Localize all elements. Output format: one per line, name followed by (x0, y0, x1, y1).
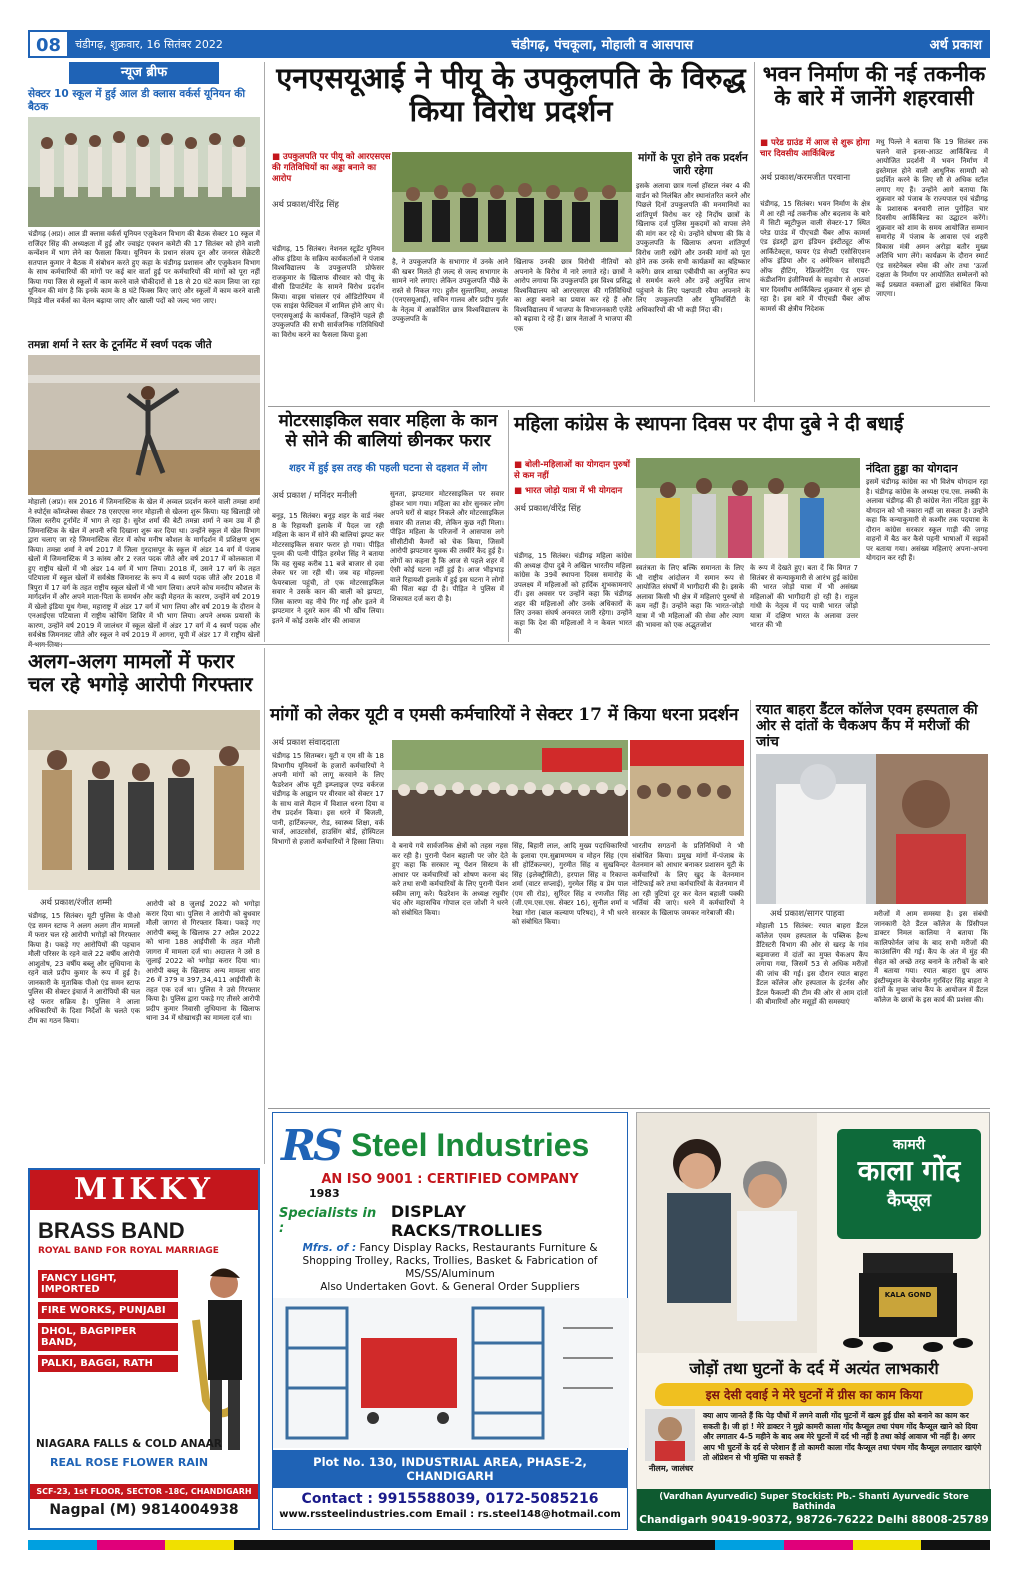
rs-web: www.rssteelindustries.com Email : rs.steel148@hotmail.com (279, 1509, 621, 1520)
rs-mfrs-label: Mfrs. of : (302, 1242, 357, 1254)
bhawan-col-2: मधु पिल्ले ने बताया कि 19 सितंबर तक चलने वाले इनस-आउट आर्किबिल्ड में आयोजित प्रदर्शनी में भवन निर्माण में इस्तेमाल होने वाली आधुनिक सामग्री को प्रदर्शित करने के लिए सौ से अधिक स्टॉल लगाए गए हैं। उन्होंने आगे बताया कि शुक्रवार को पंजाब के राज्यपाल एवं चंडीगढ़ के प्रशासक बनवारी लाल पुरोहित चार दिवसीय आर्किबिल्ड का उद्घाटन करेंगे। शुक्रवार को शाम के समय आयोजित सम्मान समारोह में पंजाब के आवास एवं शहरी विकास मंत्री अमन अरोड़ा बतौर मुख्य अतिथि भाग लेंगे। कार्यक्रम के दौरान स्मार्ट एंड सस्टेनेबल स्पेस की ओर तथा 'ऊर्जा दक्षता के निर्माण पर आयोजित सम्मेलनों को कई प्रख्यात वक्ताओं द्वारा संबोधित किया जाएगा। (876, 138, 988, 298)
police-arrest-photo (28, 710, 260, 890)
mahila-deck (514, 460, 632, 514)
nsui-protest-photo (392, 152, 632, 252)
page-number: 08 (28, 30, 69, 58)
mikky-services (38, 1270, 178, 1372)
bhawan-headline: भवन निर्माण की नई तकनीक के बारे में जानेंगे शहरवासी (762, 61, 986, 111)
dental-byline: अर्थ प्रकाश/सागर पाहवा (770, 909, 845, 919)
bhagode-headline: अलग-अलग मामलों में फरार चल रहे भगोड़े आरोपी गिरफ्तार (28, 649, 253, 696)
section-title: चंडीगढ़, पंचकूला, मोहाली व आसपास (511, 38, 694, 53)
rs-year: 1983 (309, 1187, 340, 1200)
dharna-col-4: भारतीय सगठनों के प्रतिनिधियों ने भी संबोधित किया। प्रमुख मांगों में-पंजाब के वेतनमान को आधार बनाकर प्रशासन यूटी के कर्मचारियों के लिए खुद के वेतनमान नोटिफाई करे तथा कर्मचारियों के वेतनमान में आ रही त्रुटियां दूर कर वेतन बहाली पक्की भर्तियां की जाएं। धरने में कर्मचारियों ने सरकार के खिलाफ जमकर नारेबाजी की। (632, 842, 744, 917)
mahila-col-3: के रूप में देखते हुए। बता दें कि विगत 7 सितंबर से कन्याकुमारी से आरंभ हुई कांग्रेस की भारत जोड़ो यात्रा में भी असंख्य महिलाओं की भागीदारी हो रही है। राहुल गांधी के नेतृत्व में पद यात्री भारत जोड़ो यात्रा में दक्षिण भारत के अलावा उत्तर भारत की भी (750, 564, 858, 629)
dharna-crowd-photo (630, 740, 744, 836)
gond-name: काला गोंद (857, 1154, 961, 1187)
moto-headline: मोटरसाइकिल सवार महिला के कान से सोने की बालियां छीनकर फरार (278, 411, 498, 451)
nsui-deck (272, 152, 392, 210)
brief-headline-2: तमन्ना शर्मा ने स्तर के टूर्नामेंट में स्वर्ण पदक जीते (28, 339, 212, 351)
dharna-col-3: सिंह, बिहारी लाल, आदि मुख्य पदाधिकारियों के इलावा एम.सुब्रामण्यम व मोहन सिंह (एम सी होर्टिकल्चर), गुरमीत सिंह व सुखविन्दर सिंह (इलेक्ट्रीसिटी), हरपाल सिंह व रिकान्त शर्मा (वाटर सप्लाई), गुरमेल सिंह व प्रेम पाल (एम सी रोड), सुरिंदर सिंह व रणजीत सिंह (जी.एम.एस.एस. सेक्टर 16), सुनील शर्मा व रेखा गोरा (बाल कल्याण परिषद), ने भी धरने को संबोधित किया। (512, 842, 628, 926)
dental-col-2: मरीजों में आम समस्या है। इस संबंधी जानकारी देते डैंटल कॉलेज के प्रिंसीपल डाक्टर निमल कालिया ने बताया कि कालिफोर्नल जांच के बाद सभी मरीजों की काउंसलिंग की गई। कैंप के अंत में मुंह की सेहत को अच्छे तरह बनाने के तरीकों के बारे में बताया गया। रयात बाहरा ग्रुप आफ इंस्टीच्यूशन के चेयरमैन गुरविंदर सिंह बाहरा ने दांतों के मुफ्त जांच कैंप के आयोजन में डैंटल कॉलेज के छात्रों के इस कार्य की प्रशंसा की। (874, 910, 988, 1004)
mahila-col-1: चंडीगढ़, 15 सितंबर। चंडीगढ़ महिला कांग्रेस की अध्यक्ष दीपा दुबे ने अखिल भारतीय महिला कांग्रेस के 39वें स्थापना दिवस समारोह के उपलक्ष्य में महिलाओं को हार्दिक शुभकामनाएं दीं। इस अवसर पर उन्होंने कहा कि चंडीगढ़ शहर की महिलाओं और उनके अधिकारों के लिए उनका संघर्ष अनवरत जारी रहेगा। उन्होंने कहा कि देश की महिलाओं ने न केवल भारत की (514, 552, 632, 636)
nsui-col-4: इसके अलावा छात्र गर्ल्स हॉस्टल नंबर 4 की वार्डन को निलंबित और स्थानांतरित करने और पिछले दिनों उपकुलपति की मनमानियों का शांतिपूर्ण विरोध कर रहे निर्दोष छात्रों के खिलाफ दर्ज पुलिस मुकदमों को वापस लेने की मांग कर रहे थे। उन्होंने घोषणा की कि वे उपकुलपति के खिलाफ अपना शांतिपूर्ण विरोध जारी रखेंगे और उनकी मांगों को पूरा होने तक उनके सभी कार्यक्रमों का बहिष्कार करेंगे। छात्र शाखा एबीवीपी का अनुचित रूप से समर्थन करने और उन्हें अनुचित लाभ पहुंचाने के लिए पक्षपाती रवैया अपनाने के लिए उपकुलपति और यूनिवर्सिटी के अधिकारियों की भी कड़ी निंदा की। (636, 182, 750, 314)
bhawan-bullet: ■ परेड ग्राउंड में आज से शुरू होगा चार दिवसीय आर्किबिल्ड (760, 138, 870, 160)
nsui-bullet: ■ उपकुलपति पर पीयू को आरएसएस की गतिविधियों का अड्डा बनाने का आरोप (272, 152, 392, 185)
testimonial-photo (645, 1409, 695, 1461)
nsui-col-2: है, ने उपकुलपति के सभागार में उनके आने की खबर मिलते ही जल्द से जल्द सभागार के सामने नारे लगाए। लेकिन उपकुलपति पीछे के रास्ते से निकल गए। हुसैन सुल्तानिया, अध्यक्ष (एनएसयूआई), सचिन गालव और प्रदीप गुर्जर के नेतृत्व में आक्रोशित छात्र विश्वविद्यालय के उपकुलपति के (392, 258, 508, 323)
news-brief-column (28, 62, 260, 649)
bhagode-col-2: आरोपी को 8 जुलाई 2022 को भगोड़ा करार दिया था। पुलिस ने आरोपी को बुधवार मौली जागरा से गिरफ्तार किया। पकड़े गए आरोपी बब्लू के खिलाफ 27 अप्रैल 2022 को थाना 188 आईपीसी के तहत मौली जागरा में मामला दर्ज था। अदालत ने उसे 8 जुलाई 2022 को भगोड़ा करार दिया था। आरोपी बब्लू के खिलाफ अन्य मामला धारा 26 में 379 व 397,34,411 आईपीसी के तहत एक दर्ज था। पुलिस ने उसे गिरफ्तार किया है। पुलिस द्वारा पकड़े गए तीसरे आरोपी प्रदीप कुमार निवासी लुधियाना के खिलाफ थाना 34 में धोखाधड़ी का मामला दर्ज था। (146, 900, 260, 1022)
rs-mfrs: Fancy Display Racks, Restaurants Furniture & Shopping Trolley, Racks, Trollies, Basket & Fabrication of MS/SS/Aluminum (302, 1242, 598, 1280)
mikky-niagara: NIAGARA FALLS & COLD ANAAR (36, 1438, 222, 1450)
rs-company-name: Steel Industries (351, 1127, 590, 1163)
mahila-byline: अर्थ प्रकाश/वीरेंद्र सिंह (514, 504, 581, 514)
bhagode-col-1: चंडीगढ़, 15 सितंबर। यूटी पुलिस के पीओ एंड समन स्टाफ ने अलग अलग तीन मामलों में फरार चल रहे आरोपी भगोड़ों को गिरफ्तार किया है। पकड़े गए आरोपियों की पहचान मौली परिसर के रहने वाले 22 वर्षीय आरोपी आशुतोष, 23 वर्षीय बब्लू और लुधियाना के रहने वाले प्रदीप कुमार के रूप में हुई है। जानकारी के मुताबिक पीओ एंड समन स्टाफ पुलिस की सेक्टर इंचार्ज ने आरोपियों की चल रहे फरार सक्रिय है। पुलिस ने आला अधिकारियों के दिशा निर्देशों के चलते एक टीम का गठन किया। (28, 912, 140, 1025)
mahila-bullet-2: ■ भारत जोड़ो यात्रा में भी योगदान (514, 486, 632, 497)
gond-brand: कामरी (892, 1137, 926, 1153)
bhagode-byline: अर्थ प्रकाश/रंजीत शम्मी (40, 898, 112, 908)
rs-racks-image (273, 1298, 629, 1448)
rs-spec-label: Specialists in : (279, 1206, 377, 1236)
dharna-headline: मांगों को लेकर यूटी व एमसी कर्मचारियों ने सेक्टर 17 में किया धरना प्रदर्शन (270, 705, 739, 725)
mikky-address: SCF-23, 1st FLOOR, SECTOR -18C, CHANDIGARH (30, 1484, 258, 1499)
rs-contact: Contact : 9915588039, 0172-5085216 (301, 1491, 599, 1507)
mikky-line-4: PALKI, BAGGI, RATH (38, 1355, 178, 1372)
paper-name: अर्थ प्रकाश (929, 38, 982, 53)
nsui-col-1: चंडीगढ़, 15 सितंबर। नेशनल स्टूडेंट यूनियन ऑफ इंडिया के सक्रिय कार्यकर्ताओं ने पंजाब विश्वविद्यालय के उपकुलपति प्रोफेसर राजकुमार के खिलाफ वीरवार को पीयू के वीसी डिपार्टमेंट के सामने विरोध प्रदर्शन किया। वाइस चांसलर एवं ऑडिटोरियम में एक साइंस फेस्टिवल में शामिल होने आए थे। एनएसयूआई के कार्यकर्ता, जिन्होंने पहले ही उपकुलपति की सभी सार्वजनिक गतिविधियों का विरोध करने का फैसला किया हुआ (272, 245, 384, 339)
mahila-headline: महिला कांग्रेस के स्थापना दिवस पर दीपा दुबे ने दी बधाई (514, 413, 904, 435)
dental-camp-photo (756, 754, 988, 904)
mikky-line-2: FIRE WORKS, PUNJABI (38, 1302, 178, 1319)
rs-logo: RS (281, 1121, 341, 1170)
dental-headline: रयात बाहरा डैंटल कॉलेज एवम हस्पताल की ओर से दांतों के चैकअप कैंप में मरीजों की जांच (756, 702, 978, 751)
moto-col-2: सुनता, झपटमार मोटरसाइकिल पर सवार होकर भाग गया। महिला का शोर सुनकर लोग अपने घरों से बाहर निकले और मोटरसाइकिल सवार की तलाश की, लेकिन कुछ नहीं मिला। पीड़ित महिला के परिजनों ने आसपास लगे सीसीटीवी कैमरों को चेक किया, जिसमें आरोपी झपटमार युवक की तस्वीरें कैद हुई है। लोगों का कहना है कि आज से पहले शहर में ऐसी कोई घटना नहीं हुई है। आज भीड़भाड़ वाले रिहायशी इलाके में हुई इस घटना ने लोगों की चिंता बढ़ा दी है। पीड़ित ने पुलिस में शिकायत दर्ज करा दी है। (390, 490, 504, 603)
testimonial-name: नीलम, जालंधर (648, 1464, 694, 1473)
registration-bar (28, 1540, 990, 1550)
mikky-rose: REAL ROSE FLOWER RAIN (50, 1456, 209, 1469)
dharna-protest-photo (392, 740, 628, 836)
nsui-subhead: मांगों के पूरा होने तक प्रदर्शन जारी रहेगा (638, 152, 748, 177)
rs-steel-ad (272, 1112, 628, 1530)
moto-byline: अर्थ प्रकाश / मनिंदर मनीली (272, 491, 357, 501)
dharna-col-1: चंडीगढ़ 15 सितम्बर। यूटी व एम सी के 18 विभागीय यूनियनों के हजारों कर्मचारियों ने अपनी मांगों को लागू करवाने के लिए फैडरेशन ऑफ यूटी इम्प्लाइज एण्ड वर्करज चंडीगढ़ के आह्वान पर वीरवार को सेक्टर 17 के साथ वाले मैदान में विशाल धरना दिया व रोष प्रदर्शन किया। इस धरने में बिजली, पानी, हार्टिकल्चर, रोड, स्वास्थ्य शिक्षा, वर्क चार्ज, आउटसोर्स, हाउसिंग बोर्ड, होस्पिटल विभागों से हजारों कर्मचारियों ने हिस्सा लिया। (272, 752, 384, 846)
rs-address: Plot No. 130, INDUSTRIAL AREA, PHASE-2, CHANDIGARH (273, 1450, 627, 1488)
bhawan-deck (760, 138, 870, 183)
nsui-col-3: खिलाफ उनकी छात्र विरोधी नीतियों को अपनाने के विरोध में नारे लगाते रहे। छात्रों ने आरोप लगाया कि उपकुलपति इस विश्व प्रसिद्ध विश्वविद्यालय को आरएसएस की गतिविधियों का अड्डा बनाने का प्रयास कर रहे हैं और विश्वविद्यालय में भाजपा के विभाजनकारी एजेंडे को बढ़ावा दे रहे हैं। छात्र नेताओं ने भाजपा की एक (514, 258, 632, 333)
mikky-ad (28, 1168, 260, 1530)
news-brief-tag: न्यूज ब्रीफ (69, 62, 219, 84)
brief-body-2: मोहाली (अप्र)। सत्र 2016 में जिमनास्टिक के खेल में अव्वल प्रदर्शन करने वाली तमन्ना शर्मा ने स्पोर्ट्स कॉम्प्लेक्स सेक्टर 78 एसएएस नगर मोहाली से खेलना शुरू किया। यह खिलाड़ी जो जिला स्तरीय टूर्नामेंट में भाग ले रहा है। सुरेश शर्मा की बेटी तमन्ना शर्मा ने कम उम्र में ही जिमनास्टिक के खेल में अपनी रुचि दिखाना शुरू कर दिया था। उन्होंने स्कूल में खेल विभाग द्वारा चलाए जा रहे जिमनास्टिक सेंटर में कोच मनीष कौशल के मार्गदर्शन में प्रशिक्षण शुरू किया। तमन्ना शर्मा ने वर्ष 2017 में जिला गुरदासपुर के स्कूल में अंडर 14 वर्ग में पंजाब खेलों में जिमनास्टिक में 3 कांस्य और 2 रजत पदक जीते और वर्ष 2017 में कोलकाता में हुए राष्ट्रीय खेलों में भी अंडर 14 वर्ग में भाग लिया। 2018 में, उसने 17 वर्ग के तहत पटियाला में स्कूल खेलों में सर्वश्रेष्ठ जिमनास्ट के रूप में 4 स्वर्ण पदक जीते और 2018 में त्रिपुरा में 17 वर्ग के तहत राष्ट्रीय स्कूल खेलों में भी भाग लिया। अपने कोच मनदीप कौशल के मार्गदर्शन में और अपने माता-पिता के समर्थन और कड़ी मेहनत के कारण, उन्होंने वर्ष 2019 में खेलो इंडिया यूथ गेम्स, महाराष्ट्र में अंडर 17 वर्ग में भाग लिया और वर्ष 2019 के दौरान वे एनआईएस पटियाला में राष्ट्रीय कोचिंग शिविर में भी भाग लिया। अपने अथक प्रयासों के कारण, उन्होंने वर्ष 2019 में जालंधर में स्कूल खेलों में अंडर 17 वर्ग में 4 स्वर्ण पदक और सर्वश्रेष्ठ जिमनास्ट जीते और स्कूल ने वर्ष 2019 में आगरा, यूपी में अंडर 17 में राष्ट्रीय खेलों में भाग लिया। (28, 498, 260, 649)
moto-col-1: बनूड़, 15 सितंबर। बनूड़ शहर के वार्ड नंबर 8 के रिहायशी इलाके में पैदल जा रही महिला के कान में सोने की बालियां झपट कर मोटरसाइकिल सवार फरार हो गया। पीड़ित पूनम की पत्नी पीड़ित हरमेश सिंह ने बताया कि वह सुबह करीब 11 बजे बाजार से दवा लेकर घर जा रही थी। जब वह मोहल्ला फेयरबाला पहुंची, तो एक मोटरसाइकिल सवार ने उसके कान की बाली को झपटा, जिस कारण वह नीचे गिर गई और इतने में झपटमार ने दूसरे कान की भी खींच लिया। इतने में कोई उसके शोर की आवाज (272, 512, 384, 625)
mahila-congress-photo (636, 458, 860, 558)
couple-photo (637, 1113, 817, 1353)
rs-iso: AN ISO 9001 : CERTIFIED COMPANY (321, 1172, 579, 1187)
mikky-tag: ROYAL BAND FOR ROYAL MARRIAGE (38, 1246, 219, 1256)
page-header (28, 30, 990, 58)
mahila-col-2: स्वतंत्रता के लिए बल्कि समानता के लिए भी राष्ट्रीय आंदोलन में समान रूप से आयोजित संघर्षों में भागीदारी की है। इसके अलावा किसी भी क्षेत्र में महिलाएं पुरुषों से कम नहीं हैं। उन्होंने कहा कि भारत-जोड़ो यात्रा में भी महिलाओं की सेवा और त्याग की भावना को एक अद्भुतजोश (636, 564, 744, 629)
dental-col-1: मोहाली 15 सितंबर: रयात बाहरा डैंटल कॉलेज एवम हस्पताल के पब्लिक हैल्थ डैंटिस्टरी विभाग की ओर से खरड़ के गांव बड़ूमाजरा में दांतों का मुफ्त चैकअप कैंप लगाया गया, जिसमें 53 से अधिक मरीजों की जांच की गई। इस दौरान रयात बाहरा डैंटल कॉलेज और हस्पताल के इंटर्नस और डैंटल फैकल्टी की टीम की ओर से आम दांतों की बीमारियों और मसूड़ों की समस्याएं (756, 922, 868, 1006)
mikky-name: MIKKY (30, 1170, 258, 1210)
gond-band: इस देसी दवाई ने मेरे घुटनों में ग्रीस का काम किया (655, 1383, 973, 1406)
mahila-col-4: इसमें चंडीगढ़ कांग्रेस का भी विशेष योगदान रहा है। चंडीगढ़ कांग्रेस के अध्यक्ष एच.एस. लक्की के अलावा चंडीगढ़ की ही कांग्रेस नेता नंदिता हुड्डा के योगदान को भी नकारा नहीं जा सकता है। उन्होंने कहा कि कन्याकुमारी से कश्मीर तक पदयात्रा के दौरान कांग्रेस सरकार स्कूल गाड़ी की जगह वाहनों में बैठ कर कैसे पहनी भाषाओं में सड़कों पर बताया गया। असंख्य महिलाएं अपना-अपना योगदान कर रही हैं। (866, 478, 988, 562)
gond-sub: कैप्सूल (887, 1190, 931, 1211)
bhawan-col-1: चंडीगढ़, 15 सितंबर। भवन निर्माण के क्षेत्र में आ रही नई तकनीक और बदलाव के बारे में सिटी ब्यूटीफुल वाली सेक्टर-17 स्थित परेड ग्राउंड में पीएचडी चैंबर ऑफ कामर्स एंड इंडस्ट्री द्वारा इंडियन इंस्टीट्यूट ऑफ आर्किटेक्ट्स, फायर एंड सेफ्टी एसोसिएशन ऑफ इंडिया और द अमेरिकन सोसाइटी ऑफ हीटिंग, रेफ्रिजरेटिंग एंड एयर-कंडीशनिंग इंजीनियर्स के सहयोग से आठवां चार दिवसीय आर्किबिल्ड शुक्रवार से शुरू हो रहा है। इस बारे में पीएचडी चैंबर ऑफ कामर्स की क्षेत्रीय निदेशक (760, 200, 870, 313)
saxophone-player-image (176, 1260, 256, 1460)
brief-body-1: चंडीगढ़ (अप्र)। आल डी क्लास वर्कर्स यूनियन एजुकेशन विभाग की बैठक सेक्टर 10 स्कूल में राजिंदर सिंह की अध्यक्षता में हुई और ज्वाइंट एक्शन कमेटी की 17 सितंबर को होने वाली कन्वेंशन में भाग लेने का फैसला किया। यूनियन के प्रधान संजय दून और जनरल सेक्रेटरी सतपाल कुमार ने बैठक में संबोधन करते हुए कहा के चंडीगढ़ प्रशासन और एजुकेशन विभाग के साथ कर्मचारियों की मांगों पर कई बार वार्ता हुई पर कर्मचारियों की मांगों को पूरा नहीं किया गया जिस से स्कूलों में काम करने वाले चौकीदारों से 18 से 20 घंटे काम लिया जा रहा यूनियन की मांग है कि इनके काम के 8 घंटे फिक्स किए जाएं और स्कूलों में काम करने वाली मिड़डे मील वर्कर्स का वेतन बढ़ाया जाए और खाली पदों को जल्द भरा जाए। (28, 230, 260, 305)
mikky-phone: Nagpal (M) 9814004938 (49, 1502, 239, 1518)
nsui-headline: एनएसयूआई ने पीयू के उपकुलपति के विरुद्ध किया विरोध प्रदर्शन (276, 61, 746, 129)
gymnast-photo (28, 355, 260, 495)
gond-jar-label: KALA GOND (884, 1291, 932, 1299)
gond-headline: जोड़ों तथा घुटनों के दर्द में अत्यंत लाभकारी (689, 1359, 939, 1378)
rs-also: Also Undertaken Govt. & General Order Suppliers (320, 1281, 580, 1293)
nsui-byline: अर्थ प्रकाश/वीरेंद्र सिंह (272, 200, 339, 210)
gond-body: क्या आप जानते हैं कि पेड़ पौधों में लगने वाली गोंद घुटनों में खत्म हुई ग्रीस को बनाने का काम कर सकती है। जी हां ! मेरे डाक्टर ने मुझे कामरी काला गोंद कैप्सूल तथा पंचम गोंद कैप्सूल खाने को दिया और लगातार 4-5 महीने के बाद अब मेरे घुटनों में दर्द भी नहीं है तथा कोई आवाज भी नहीं है। अगर आप भी घुटनों के दर्द से परेशान हैं तो कामरी काला गोंद कैप्सूल तथा पंचम गोंद कैप्सूल लगातार खाएंगे तो ऑप्रेशन से भी मुक्ति पा सकते हैं (703, 1411, 982, 1462)
bhawan-byline: अर्थ प्रकाश/करमजीत परवाना (760, 173, 851, 183)
gond-footer-2: Chandigarh 90419-90372, 98726-76222 Delhi 88008-25789 (639, 1514, 989, 1526)
mikky-band: BRASS BAND (38, 1218, 185, 1243)
dharna-byline: अर्थ प्रकाश संवाददाता (272, 738, 340, 748)
kala-gond-ad (636, 1112, 990, 1530)
union-meeting-photo (28, 117, 260, 227)
mahila-bullet-1: ■ बोली-महिलाओं का योगदान पुरुषों से कम नहीं (514, 460, 632, 482)
mahila-subhead: नंदिता हुड्डा का योगदान (866, 462, 958, 475)
dharna-col-2: वे बनाये गये सार्वजनिक क्षेत्रों को तहस नहस कर रही है। पुरानी पेंशन बहाली पर जोर देते हुए कहा कि सरकार न्यू पेंशन सिस्टम के आधार पर कर्मचारियों को शोषण करना बंद करे तथा सभी कर्मचारियों के लिए पुरानी पेंशन स्कीम लागू करे। फैडरेशन के अध्यक्ष रघुवीर चंद और महासचिव गोपाल दत्त जोशी ने धरने को संबोधित किया। (392, 842, 508, 917)
mikky-line-3: DHOL, BAGPIPER BAND, (38, 1323, 178, 1351)
brief-headline-1: सेक्टर 10 स्कूल में हुई आल डी क्लास वर्कर्स यूनियन की बैठक (28, 88, 246, 113)
mikky-line-1: FANCY LIGHT, IMPORTED (38, 1270, 178, 1298)
gond-footer-1: (Vardhan Ayurvedic) Super Stockist: Pb.- Shanti Ayurvedic Store Bathinda (659, 1492, 969, 1512)
page-date: चंडीगढ़, शुक्रवार, 16 सितंबर 2022 (75, 37, 223, 51)
rs-spec: DISPLAY RACKS/TROLLIES (390, 1202, 543, 1240)
moto-deck: शहर में हुई इस तरह की पहली घटना से दहशत में लोग (288, 463, 488, 474)
